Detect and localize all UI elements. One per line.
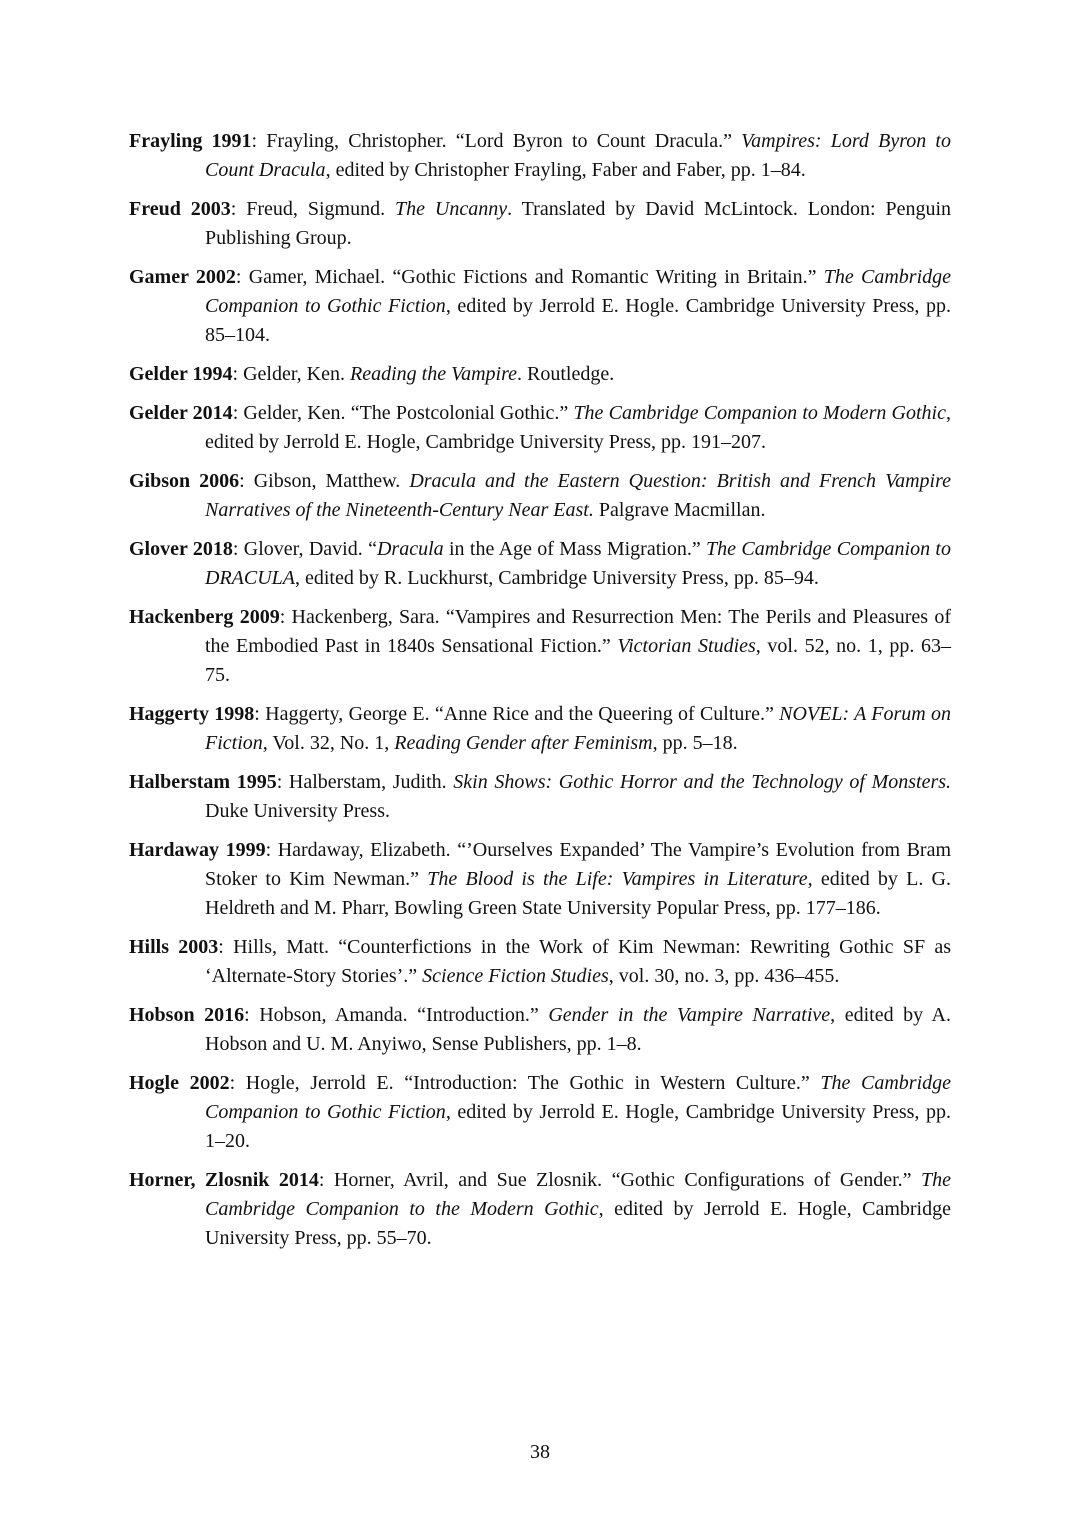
entry-key: Haggerty 1998 xyxy=(129,703,255,725)
entry-key: Freud 2003 xyxy=(129,198,231,220)
entry-text: , edited by A. Hobson and U. M. Anyiwo, Sense Publishers, pp. 1–8. xyxy=(205,1004,951,1055)
bibliography-entry xyxy=(129,933,951,991)
entry-title-italic: The Blood is the Life: Vampires in Literature xyxy=(427,868,808,890)
entry-key: Frayling 1991 xyxy=(129,130,252,152)
entry-title-italic: Skin Shows: Gothic Horror and the Technology of Monsters. xyxy=(453,771,952,793)
entry-title-italic: Reading the Vampire xyxy=(350,363,518,385)
entry-text: : Hogle, Jerrold E. “Introduction: The Gothic in Western Culture.” xyxy=(229,1072,821,1094)
entry-text: : Haggerty, George E. “Anne Rice and the Queering of Culture.” xyxy=(254,703,780,725)
entry-text: in the Age of Mass Migration.” xyxy=(443,538,707,560)
entry-title-italic: The Cambridge Companion to the Modern Gothic xyxy=(205,1169,952,1220)
entry-title-italic: The Cambridge Companion to DRACULA xyxy=(205,538,951,589)
entry-key: Hardaway 1999 xyxy=(129,839,266,861)
entry-text: : Frayling, Christopher. “Lord Byron to Count Dracula.” xyxy=(251,130,742,152)
entry-text: : Gibson, Matthew. xyxy=(239,470,410,492)
bibliography-entry xyxy=(129,700,951,758)
entry-title-italic: Science Fiction Studies xyxy=(422,965,609,987)
entry-text: . Routledge. xyxy=(517,363,615,385)
entry-text: : Hackenberg, Sara. “Vampires and Resurrection Men: The Perils and Pleasures of the Embodied Past in 1840s Sensational Fiction.” xyxy=(205,606,951,657)
bibliography-list xyxy=(129,127,951,1263)
entry-text: , pp. 5–18. xyxy=(652,732,738,754)
entry-key: Glover 2018 xyxy=(129,538,233,560)
entry-title-italic: Dracula xyxy=(376,538,444,560)
entry-text: : Gamer, Michael. “Gothic Fictions and Romantic Writing in Britain.” xyxy=(235,266,824,288)
entry-key: Hackenberg 2009 xyxy=(129,606,280,628)
bibliography-entry xyxy=(129,535,951,593)
entry-title-italic: The Cambridge Companion to Gothic Fiction xyxy=(205,266,952,317)
entry-text: : Gelder, Ken. “The Postcolonial Gothic.” xyxy=(232,402,574,424)
entry-key: Horner, Zlosnik 2014 xyxy=(129,1169,319,1191)
entry-text: Palgrave Macmillan. xyxy=(593,499,766,521)
entry-title-italic: Gender in the Vampire Narrative xyxy=(548,1004,831,1026)
entry-title-italic: Victorian Studies xyxy=(617,635,756,657)
entry-key: Hills 2003 xyxy=(129,936,219,958)
entry-text: , vol. 30, no. 3, pp. 436–455. xyxy=(608,965,840,987)
page-number: 38 xyxy=(530,1441,550,1463)
entry-title-italic: Vampires: Lord Byron to Count Dracula xyxy=(205,130,951,181)
bibliography-entry xyxy=(129,836,951,923)
entry-title-italic: The Uncanny xyxy=(394,198,508,220)
entry-text: : Freud, Sigmund. xyxy=(230,198,395,220)
entry-text: Duke University Press. xyxy=(205,800,390,822)
entry-text: , edited by Jerrold E. Hogle, Cambridge University Press, pp. 55–70. xyxy=(205,1198,951,1249)
entry-text: , edited by L. G. Heldreth and M. Pharr, Bowling Green State University Popular Press, pp. 177–186. xyxy=(205,868,951,919)
entry-text: : Glover, David. “ xyxy=(232,538,377,560)
entry-text: , edited by Jerrold E. Hogle. Cambridge University Press, pp. 85–104. xyxy=(205,295,951,346)
entry-key: Hogle 2002 xyxy=(129,1072,230,1094)
entry-text: : Halberstam, Judith. xyxy=(276,771,454,793)
bibliography-entry xyxy=(129,768,951,826)
bibliography-entry xyxy=(129,467,951,525)
entry-key: Gelder 1994 xyxy=(129,363,233,385)
entry-title-italic: Reading Gender after Feminism xyxy=(394,732,653,754)
bibliography-entry xyxy=(129,127,951,185)
entry-key: Gibson 2006 xyxy=(129,470,240,492)
entry-key: Hobson 2016 xyxy=(129,1004,245,1026)
entry-key: Gamer 2002 xyxy=(129,266,236,288)
entry-text: . Translated by David McLintock. London: Penguin Publishing Group. xyxy=(205,198,952,249)
bibliography-entry xyxy=(129,1166,951,1253)
entry-title-italic: Dracula and the Eastern Question: British and French Vampire Narratives of the Nineteenth-Century Near East. xyxy=(205,470,951,521)
entry-text: , edited by Jerrold E. Hogle, Cambridge University Press, pp. 191–207. xyxy=(205,402,951,453)
bibliography-entry xyxy=(129,1001,951,1059)
entry-text: , Vol. 32, No. 1, xyxy=(262,732,395,754)
bibliography-entry xyxy=(129,399,951,457)
entry-text: : Hardaway, Elizabeth. “’Ourselves Expanded’ The Vampire’s Evolution from Bram Stoker to Kim Newman.” xyxy=(205,839,952,890)
bibliography-entry xyxy=(129,360,951,389)
entry-title-italic: NOVEL: A Forum on Fiction xyxy=(205,703,951,754)
entry-text: : Horner, Avril, and Sue Zlosnik. “Gothic Configurations of Gender.” xyxy=(318,1169,922,1191)
entry-text: , edited by R. Luckhurst, Cambridge University Press, pp. 85–94. xyxy=(295,567,819,589)
bibliography-entry xyxy=(129,263,951,350)
bibliography-entry xyxy=(129,1069,951,1156)
entry-text: , edited by Christopher Frayling, Faber and Faber, pp. 1–84. xyxy=(325,159,806,181)
entry-title-italic: The Cambridge Companion to Modern Gothic xyxy=(573,402,946,424)
bibliography-entry xyxy=(129,195,951,253)
entry-text: , edited by Jerrold E. Hogle, Cambridge University Press, pp. 1–20. xyxy=(205,1101,951,1152)
entry-key: Gelder 2014 xyxy=(129,402,233,424)
entry-text: : Hobson, Amanda. “Introduction.” xyxy=(244,1004,549,1026)
entry-key: Halberstam 1995 xyxy=(129,771,277,793)
entry-text: : Gelder, Ken. xyxy=(232,363,351,385)
entry-title-italic: The Cambridge Companion to Gothic Fiction xyxy=(205,1072,952,1123)
entry-text: , vol. 52, no. 1, pp. 63–75. xyxy=(205,635,952,686)
entry-text: : Hills, Matt. “Counterfictions in the Work of Kim Newman: Rewriting Gothic SF as ‘Alternate-Story Stories’.” xyxy=(205,936,951,987)
bibliography-entry xyxy=(129,603,951,690)
